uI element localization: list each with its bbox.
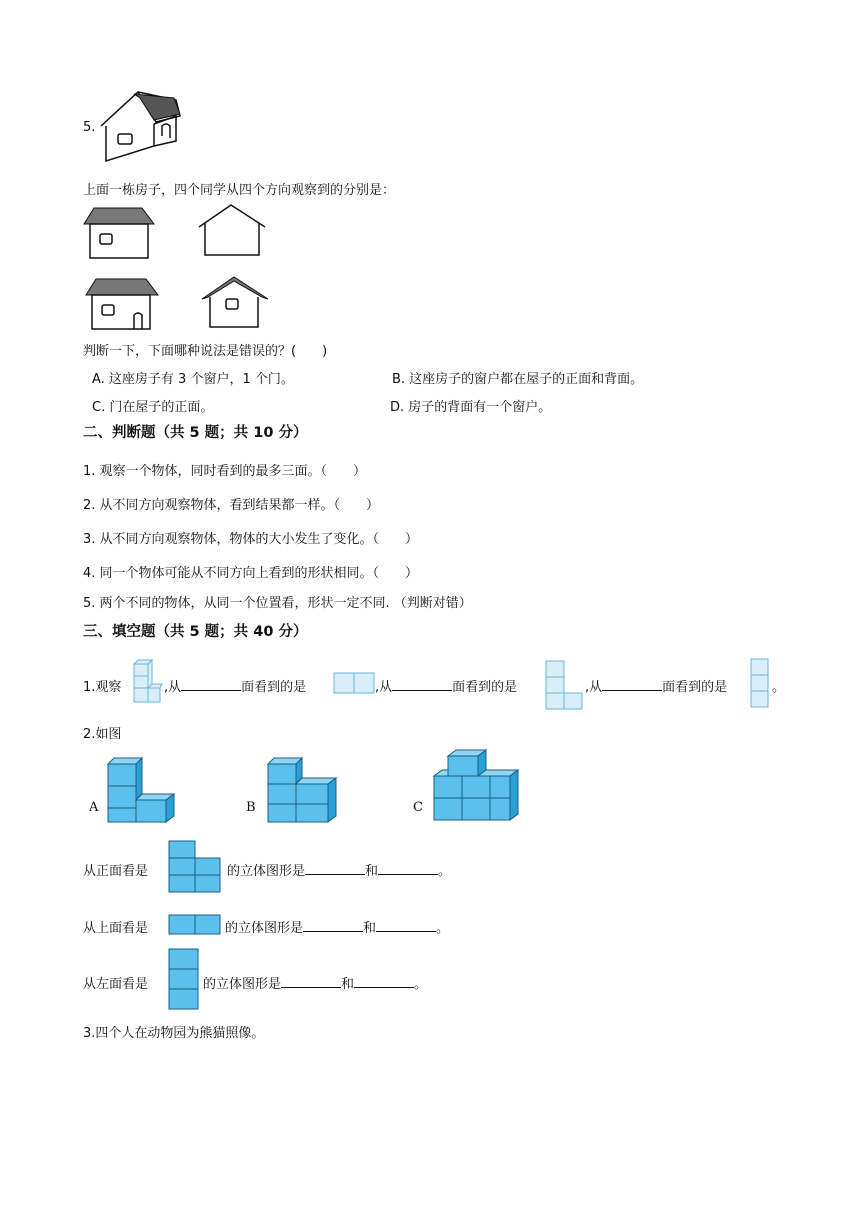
top-view-shape (168, 914, 222, 936)
row-and: 和 (365, 864, 379, 879)
fill-q3-label: 3.四个人在动物园为熊猫照像。 (83, 1026, 265, 1041)
question-prompt: 判断一下，下面哪种说法是错误的？( ) (83, 344, 328, 359)
house-front-view (82, 204, 158, 260)
question-intro: 上面一栋房子，四个同学从四个方向观察到的分别是： (83, 183, 396, 198)
answer-blank[interactable] (392, 678, 452, 691)
row-suffix: 的立体图形是 (225, 921, 304, 936)
fill-q1-text-2 (375, 676, 517, 695)
option-c[interactable]: C. 门在屋子的正面。 (92, 400, 214, 415)
row-end: 。 (414, 977, 428, 992)
figure-b-cubes (266, 754, 344, 824)
view-row-top-prefix: 从上面看是 (83, 921, 149, 936)
section-heading: 三、填空题（共 5 题；共 40 分） (83, 624, 308, 640)
view-row-front-answer (227, 860, 451, 879)
house-back-view (84, 275, 160, 331)
row-end: 。 (438, 864, 452, 879)
fill-q1-prefix: 1.观察 (83, 680, 122, 695)
house-side-view-window (200, 273, 270, 329)
figure-c-cubes (432, 746, 524, 824)
answer-blank[interactable] (303, 919, 363, 932)
fill-q1-end: 。 (772, 680, 786, 695)
text-view: 面看到的是 (241, 680, 307, 695)
option-d[interactable]: D. 房子的背面有一个窗户。 (390, 400, 552, 415)
judge-item: 1. 观察一个物体，同时看到的最多三面。（ ） (83, 464, 367, 479)
text-from: ,从 (585, 680, 603, 695)
row-suffix: 的立体图形是 (203, 977, 282, 992)
figure-label-a: A (89, 800, 99, 815)
figure-label-c: C (413, 800, 423, 815)
view-row-left-prefix: 从左面看是 (83, 977, 149, 992)
answer-blank[interactable] (378, 862, 438, 875)
answer-blank[interactable] (602, 678, 662, 691)
house-perspective-image (96, 86, 186, 164)
question-number: 5. (83, 120, 96, 135)
text-view: 面看到的是 (662, 680, 728, 695)
answer-blank[interactable] (181, 678, 241, 691)
view-row-top-answer (225, 917, 449, 936)
option-a[interactable]: A. 这座房子有 3 个窗户，1 个门。 (92, 372, 294, 387)
judge-item: 2. 从不同方向观察物体，看到结果都一样。（ ） (83, 498, 380, 513)
left-view-shape (168, 948, 200, 1012)
judge-item: 4. 同一个物体可能从不同方向上看到的形状相同。（ ） (83, 566, 419, 581)
row-suffix: 的立体图形是 (227, 864, 306, 879)
answer-blank[interactable] (376, 919, 436, 932)
answer-blank[interactable] (354, 975, 414, 988)
option-b[interactable]: B. 这座房子的窗户都在屋子的正面和背面。 (392, 372, 644, 387)
view-row-front-prefix: 从正面看是 (83, 864, 149, 879)
section-heading: 二、判断题（共 5 题；共 10 分） (83, 425, 308, 441)
fill-q2-label: 2.如图 (83, 727, 122, 742)
answer-blank[interactable] (305, 862, 365, 875)
fill-q1-text-3 (585, 676, 727, 695)
text-from: ,从 (375, 680, 393, 695)
text-from: ,从 (164, 680, 182, 695)
judge-item: 3. 从不同方向观察物体，物体的大小发生了变化。（ ） (83, 532, 419, 547)
text-view: 面看到的是 (452, 680, 518, 695)
two-squares-horizontal (333, 672, 375, 694)
figure-label-b: B (246, 800, 256, 815)
row-and: 和 (341, 977, 355, 992)
l-shape-flat-figure (545, 660, 583, 710)
fill-q1-text (164, 676, 306, 695)
row-end: 。 (436, 921, 450, 936)
front-view-shape (168, 840, 222, 894)
house-side-view-plain (197, 203, 267, 259)
figure-a-cubes (106, 754, 184, 824)
l-shape-3d-figure (132, 660, 164, 706)
row-and: 和 (363, 921, 377, 936)
answer-blank[interactable] (281, 975, 341, 988)
judge-item: 5. 两个不同的物体，从同一个位置看，形状一定不同. （判断对错） (83, 596, 472, 611)
view-row-left-answer (203, 973, 427, 992)
three-squares-vertical (750, 658, 770, 710)
